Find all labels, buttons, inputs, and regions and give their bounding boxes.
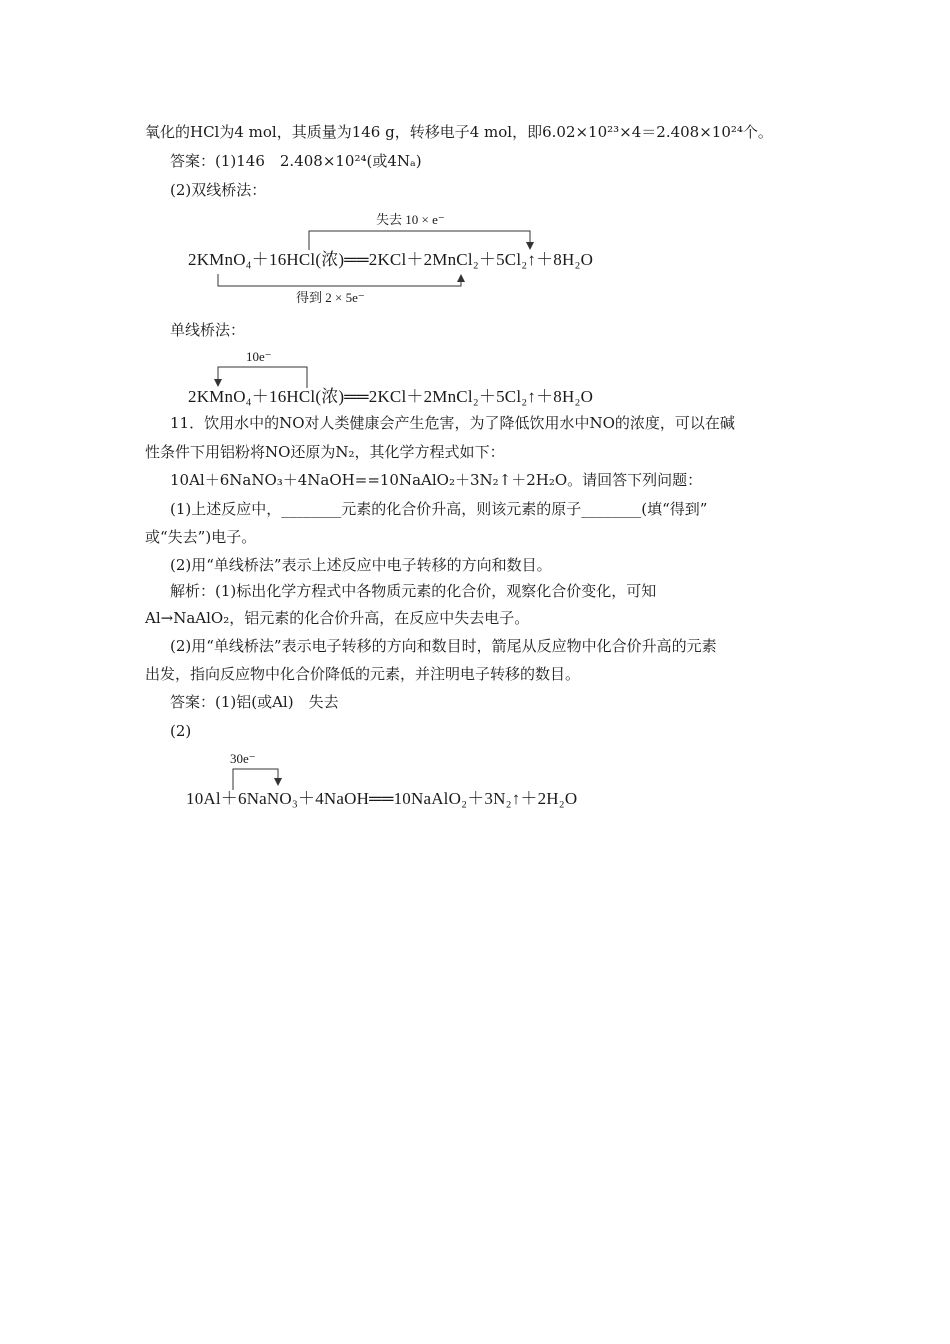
question-11-part-1-cont: 或“失去”)电子。 xyxy=(145,528,257,546)
single-bridge-heading: 单线桥法： xyxy=(170,321,246,339)
equation-single-bridge: 2KMnO₄＋16HCl(浓)══2KCl＋2MnCl₂＋5Cl₂↑＋8H₂O xyxy=(188,387,594,406)
question-11-part-2: (2)用“单线桥法”表示上述反应中电子转移的方向和数目。 xyxy=(170,556,552,574)
question-11-part-1: (1)上述反应中，________元素的化合价升高，则该元素的原子________(填“得到” xyxy=(170,500,708,518)
single-bridge-label-1: 10e⁻ xyxy=(246,349,272,364)
answer-11-part-2-label: (2) xyxy=(170,722,192,740)
equation-double-bridge: 2KMnO₄＋16HCl(浓)══2KCl＋2MnCl₂＋5Cl₂↑＋8H₂O xyxy=(188,250,594,269)
analysis-line-2: Al→NaAlO₂，铝元素的化合价升高，在反应中失去电子。 xyxy=(145,609,530,627)
analysis-line-3: (2)用“单线桥法”表示电子转移的方向和数目时，箭尾从反应物中化合价升高的元素 xyxy=(170,637,717,655)
answer-11-part-1: 答案：(1)铝(或Al) 失去 xyxy=(170,693,339,711)
answer-line: 答案：(1)146 2.408×10²⁴(或4Nₐ) xyxy=(170,152,422,170)
analysis-line-1: 解析：(1)标出化学方程式中各物质元素的化合价，观察化合价变化，可知 xyxy=(170,582,657,600)
analysis-line-4: 出发，指向反应物中化合价降低的元素，并注明电子转移的数目。 xyxy=(145,665,581,683)
lose-electrons-label: 失去 10 × e⁻ xyxy=(376,212,445,227)
single-bridge-label-2: 30e⁻ xyxy=(230,751,256,766)
equation-answer-bridge: 10Al＋6NaNO₃＋4NaOH══10NaAlO₂＋3N₂↑＋2H₂O xyxy=(186,789,578,808)
gain-electrons-label: 得到 2 × 5e⁻ xyxy=(296,290,365,305)
question-11-equation: 10Al＋6NaNO₃＋4NaOH==10NaAlO₂＋3N₂↑＋2H₂O。请回答下列问题： xyxy=(170,471,703,489)
question-11-line-2: 性条件下用铝粉将NO还原为N₂，其化学方程式如下： xyxy=(145,443,505,461)
text-line-1: 氧化的HCl为4 mol，其质量为146 g，转移电子4 mol，即6.02×10²³×4＝2.408×10²⁴个。 xyxy=(145,123,773,141)
double-bridge-heading: (2)双线桥法： xyxy=(170,181,267,199)
question-11-line-1: 11．饮用水中的NO对人类健康会产生危害，为了降低饮用水中NO的浓度，可以在碱 xyxy=(170,414,735,432)
